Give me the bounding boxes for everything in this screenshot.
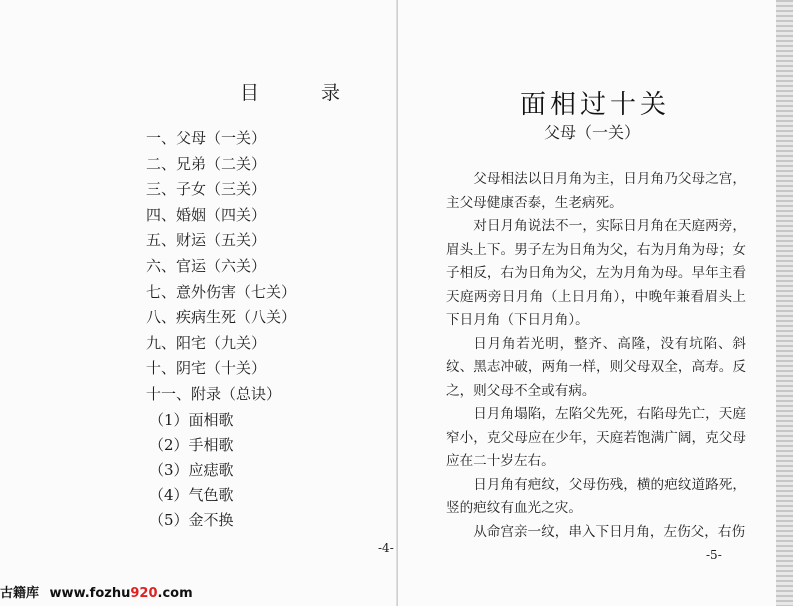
watermark-footer bbox=[0, 582, 300, 602]
toc-item: 一、父母（一关） bbox=[146, 129, 267, 147]
footer-url-number: 920 bbox=[130, 586, 158, 601]
page-number: -4- bbox=[378, 541, 394, 555]
footer-url[interactable] bbox=[50, 586, 193, 601]
footer-url-suffix: .com bbox=[157, 586, 193, 601]
paragraph: 对日月角说法不一，实际日月角在天庭两旁，眉头上下。男子左为日角为父，右为月角为母；女子相反，右为日角为父，左为月角为母。早年主看天庭两旁日月角（上日月角），中晚年兼看眉头上下日月角（下日月角）。 bbox=[446, 218, 746, 328]
toc-sub-item: （5）金不换 bbox=[149, 511, 234, 530]
toc-item: 十、阴宅（十关） bbox=[146, 359, 267, 378]
body-text bbox=[446, 168, 746, 544]
toc-item: 三、子女（三关） bbox=[146, 180, 267, 199]
toc-item: 四、婚姻（四关） bbox=[146, 205, 267, 224]
toc-sub-item: （4）气色歌 bbox=[149, 486, 234, 505]
toc-item: 八、疾病生死（八关） bbox=[146, 308, 297, 327]
chapter-title: 面相过十关 bbox=[520, 90, 671, 120]
footer-brand: 古籍库 bbox=[0, 586, 40, 601]
toc-sub-item: （1）面相歌 bbox=[149, 410, 234, 429]
page-number: -5- bbox=[706, 548, 722, 562]
paragraph: 日月角塌陷，左陷父先死，右陷母先亡，天庭窄小，克父母应在少年，天庭若饱满广阔，克父母应在二十岁左右。 bbox=[446, 406, 746, 469]
toc-item: 九、阳宅（九关） bbox=[146, 333, 267, 352]
toc-item: 二、兄弟（二关） bbox=[146, 154, 267, 173]
paragraph: 日月角有疤纹，父母伤残，横的疤纹道路死，竖的疤纹有血光之灾。 bbox=[446, 476, 746, 516]
toc-item: 七、意外伤害（七关） bbox=[146, 282, 297, 301]
toc-sub-item: （3）应痣歌 bbox=[149, 460, 234, 479]
toc-list bbox=[146, 126, 296, 533]
paragraph: 从命宫亲一纹，串入下日月角，左伤父，右伤 bbox=[473, 523, 746, 540]
toc-title: 目 录 bbox=[240, 82, 369, 104]
section-title: 父母（一关） bbox=[544, 123, 641, 142]
toc-item: 六、官运（六关） bbox=[146, 256, 267, 275]
scan-edge bbox=[776, 0, 793, 606]
footer-url-prefix: www.fozhu bbox=[49, 586, 131, 601]
paragraph: 日月角若光明，整齐、高隆，没有坑陷、斜纹、黑志冲破，两角一样，则父母双全，高寿。反之，则父母不全或有病。 bbox=[446, 335, 746, 399]
paragraph: 父母相法以日月角为主，日月角乃父母之宫，主父母健康否泰，生老病死。 bbox=[446, 171, 746, 211]
toc-sub-item: （2）手相歌 bbox=[149, 435, 234, 454]
toc-item: 十一、附录（总诀） bbox=[146, 384, 282, 403]
toc-item: 五、财运（五关） bbox=[146, 231, 267, 250]
